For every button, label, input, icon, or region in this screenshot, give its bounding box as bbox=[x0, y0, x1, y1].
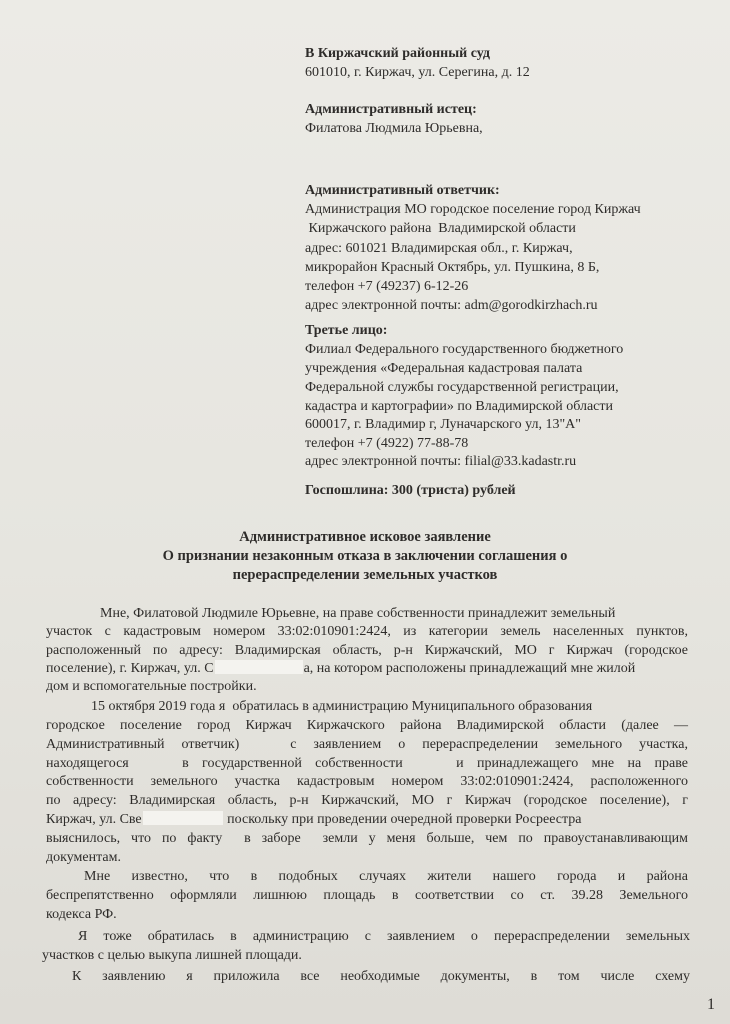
respondent-line: адрес: 601021 Владимирская обл., г. Киржач, bbox=[305, 241, 573, 256]
document-subtitle: перераспределении земельных участков bbox=[232, 567, 498, 583]
respondent-line: Администрация МО городское поселение город Киржач bbox=[305, 202, 641, 217]
text-fragment: поскольку при проведении очередной проверки Росреестра bbox=[227, 812, 582, 827]
paragraph-line: Я тоже обратилась в администрацию с заявлением о перераспределении земельных bbox=[78, 929, 690, 944]
paragraph-line: 15 октября 2019 года я обратилась в администрацию Муниципального образования bbox=[91, 699, 593, 714]
third-party-line: телефон +7 (4922) 77-88-78 bbox=[305, 436, 469, 451]
third-party-label: Третье лицо: bbox=[305, 323, 388, 338]
document-subtitle: О признании незаконным отказа в заключении соглашения о bbox=[162, 548, 568, 564]
paragraph-line: участок с кадастровым номером 33:02:010901:2424, из категории земель населенных пунктов, bbox=[46, 624, 688, 639]
text-fragment: поселение), г. Киржач, ул. С bbox=[46, 661, 214, 676]
redaction-block bbox=[143, 811, 223, 825]
third-party-line: учреждения «Федеральная кадастровая палата bbox=[305, 361, 583, 376]
plaintiff-name: Филатова Людмила Юрьевна, bbox=[305, 121, 483, 136]
paragraph-line: документам. bbox=[46, 850, 121, 865]
paragraph-line: Мне известно, что в подобных случаях жители нашего города и района bbox=[84, 869, 688, 884]
state-fee: Госпошлина: 300 (триста) рублей bbox=[305, 483, 516, 498]
third-party-line: 600017, г. Владимир г, Луначарского ул, 13"А" bbox=[305, 417, 581, 432]
text-fragment: а, на котором расположены принадлежащий мне жилой bbox=[303, 661, 636, 676]
paragraph-line: Административный ответчик) с заявлением о перераспределении земельного участка, bbox=[46, 737, 688, 752]
paragraph-line: участков с целью выкупа лишней площади. bbox=[42, 948, 302, 963]
paragraph-line-redacted bbox=[46, 811, 582, 829]
respondent-line: Киржачского района Владимирской области bbox=[305, 221, 576, 236]
paragraph-line: дом и вспомогательные постройки. bbox=[46, 679, 257, 694]
paragraph-line: по адресу: Владимирская область, р-н Киржачский, МО г Киржач (городское поселение), г bbox=[46, 793, 688, 808]
respondent-line: микрорайон Красный Октябрь, ул. Пушкина, 8 Б, bbox=[305, 260, 600, 275]
third-party-line: адрес электронной почты: filial@33.kadastr.ru bbox=[305, 454, 577, 469]
paragraph-line: Мне, Филатовой Людмиле Юрьевне, на праве собственности принадлежит земельный bbox=[100, 606, 616, 621]
paragraph-line: собственности земельного участка кадастровым номером 33:02:010901:2424, расположенного bbox=[46, 774, 688, 789]
court-name: В Киржачский районный суд bbox=[305, 46, 490, 61]
text-fragment: Киржач, ул. Све bbox=[46, 812, 142, 827]
page-number: 1 bbox=[707, 996, 715, 1013]
respondent-label: Административный ответчик: bbox=[305, 183, 500, 198]
paragraph-line: К заявлению я приложила все необходимые документы, в том числе схему bbox=[72, 969, 690, 984]
paragraph-line: находящегося в государственной собственности и принадлежащего мне на праве bbox=[46, 756, 688, 771]
document-title: Административное исковое заявление bbox=[239, 529, 491, 545]
third-party-line: Федеральной службы государственной регистрации, bbox=[305, 380, 619, 395]
paragraph-line: расположенный по адресу: Владимирская область, р-н Киржачский, МО г Киржач (городское bbox=[46, 643, 688, 658]
paragraph-line: кодекса РФ. bbox=[46, 907, 117, 922]
third-party-line: кадастра и картографии» по Владимирской области bbox=[305, 399, 614, 414]
court-address: 601010, г. Киржач, ул. Серегина, д. 12 bbox=[305, 65, 530, 80]
third-party-line: Филиал Федерального государственного бюджетного bbox=[305, 342, 624, 357]
paragraph-line: городское поселение город Киржач Киржачского района Владимирской области (далее — bbox=[46, 718, 688, 733]
respondent-line: телефон +7 (49237) 6-12-26 bbox=[305, 279, 469, 294]
respondent-line: адрес электронной почты: adm@gorodkirzhach.ru bbox=[305, 298, 598, 313]
paragraph-line: выяснилось, что по факту в заборе земли у меня больше, чем по правоустанавливающим bbox=[46, 831, 688, 846]
paragraph-line: беспрепятственно оформляли лишнюю площадь в соответствии со ст. 39.28 Земельного bbox=[46, 888, 688, 903]
redaction-block bbox=[215, 660, 303, 674]
paragraph-line-redacted bbox=[46, 660, 635, 678]
plaintiff-label: Административный истец: bbox=[305, 102, 477, 117]
